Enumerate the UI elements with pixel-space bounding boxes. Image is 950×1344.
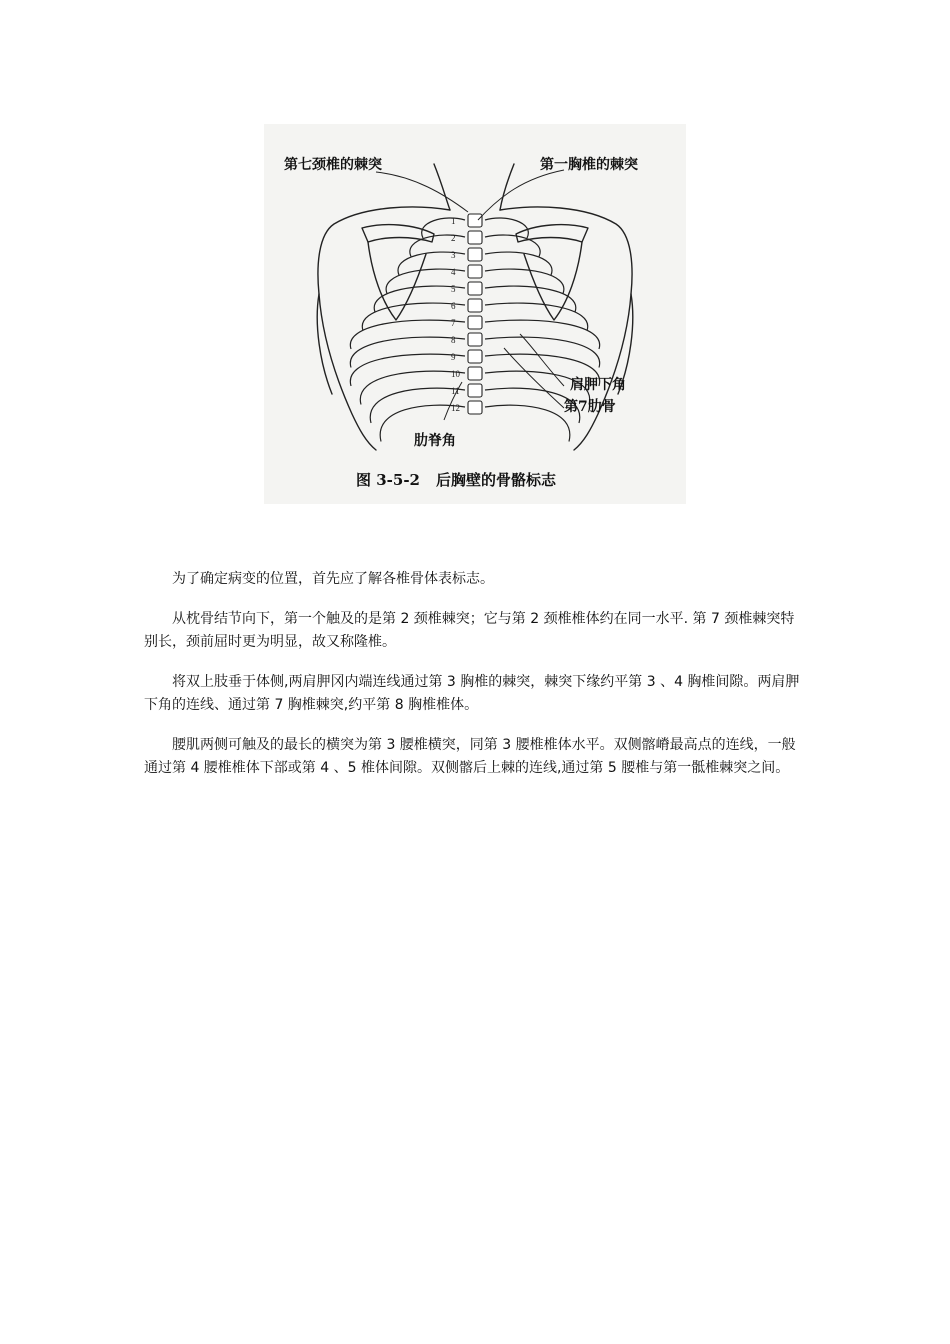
skeleton-illustration — [264, 124, 686, 504]
label-c7-spinous: 第七颈椎的棘突 — [284, 157, 382, 173]
vertebra — [468, 333, 482, 346]
vertebra — [468, 282, 482, 295]
vertebra — [468, 384, 482, 397]
label-t1-spinous: 第一胸椎的棘突 — [540, 157, 638, 173]
paragraph-2: 从枕骨结节向下，第一个触及的是第 2 颈椎棘突；它与第 2 颈椎椎体约在同一水平. 第 7 颈椎棘突特别长，颈前屈时更为明显，故又称隆椎。 — [144, 611, 795, 650]
paragraph-4: 腰肌两侧可触及的最长的横突为第 3 腰椎横突，同第 3 腰椎椎体水平。双侧髂嵴最高点的连线，一般通过第 4 腰椎椎体下部或第 4 、5 椎体间隙。双侧髂后上棘的连线,通过第 5 腰椎与第一骶椎棘突之间。 — [144, 737, 796, 776]
vertebra — [468, 350, 482, 363]
body-text — [144, 568, 804, 797]
vertebra — [468, 248, 482, 261]
figure-caption — [356, 473, 556, 488]
vertebra — [468, 231, 482, 244]
vertebra-number: 7 — [451, 318, 456, 328]
vertebra-number: 11 — [451, 386, 460, 396]
figure-number: 图 3-5-2 — [356, 471, 420, 489]
vertebra-number: 3 — [451, 250, 456, 260]
vertebra-number: 9 — [451, 352, 456, 362]
paragraph-3: 将双上肢垂于体侧,两肩胛冈内端连线通过第 3 胸椎的棘突，棘突下缘约平第 3 、4 胸椎间隙。两肩胛下角的连线、通过第 7 胸椎棘突,约平第 8 胸椎椎体。 — [144, 674, 800, 713]
label-rib7: 第7肋骨 — [564, 399, 616, 415]
figure-title: 后胸壁的骨骼标志 — [436, 471, 557, 489]
rib — [485, 252, 552, 275]
rib — [485, 405, 570, 441]
rib — [485, 303, 588, 330]
vertebra — [468, 367, 482, 380]
vertebra — [468, 316, 482, 329]
rib — [360, 371, 465, 404]
label-scapula-inferior-angle: 肩胛下角 — [570, 377, 626, 393]
vertebra-number: 2 — [451, 233, 456, 243]
posterior-thorax-figure — [264, 124, 686, 504]
paragraph-1: 为了确定病变的位置，首先应了解各椎骨体表标志。 — [172, 571, 494, 587]
rib — [350, 320, 465, 349]
label-costovertebral-angle: 肋脊角 — [414, 433, 456, 449]
rib — [485, 320, 600, 349]
vertebra-number: 8 — [451, 335, 456, 345]
rib — [350, 354, 465, 386]
vertebra — [468, 299, 482, 312]
vertebra-number: 5 — [451, 284, 456, 294]
vertebra-number: 4 — [451, 267, 456, 277]
vertebra — [468, 265, 482, 278]
vertebra-number: 12 — [451, 403, 460, 413]
vertebra — [468, 214, 482, 227]
vertebra-number: 10 — [451, 369, 460, 379]
rib — [362, 303, 465, 330]
vertebra — [468, 401, 482, 414]
vertebra-number: 6 — [451, 301, 456, 311]
vertebra-number: 1 — [451, 216, 456, 226]
